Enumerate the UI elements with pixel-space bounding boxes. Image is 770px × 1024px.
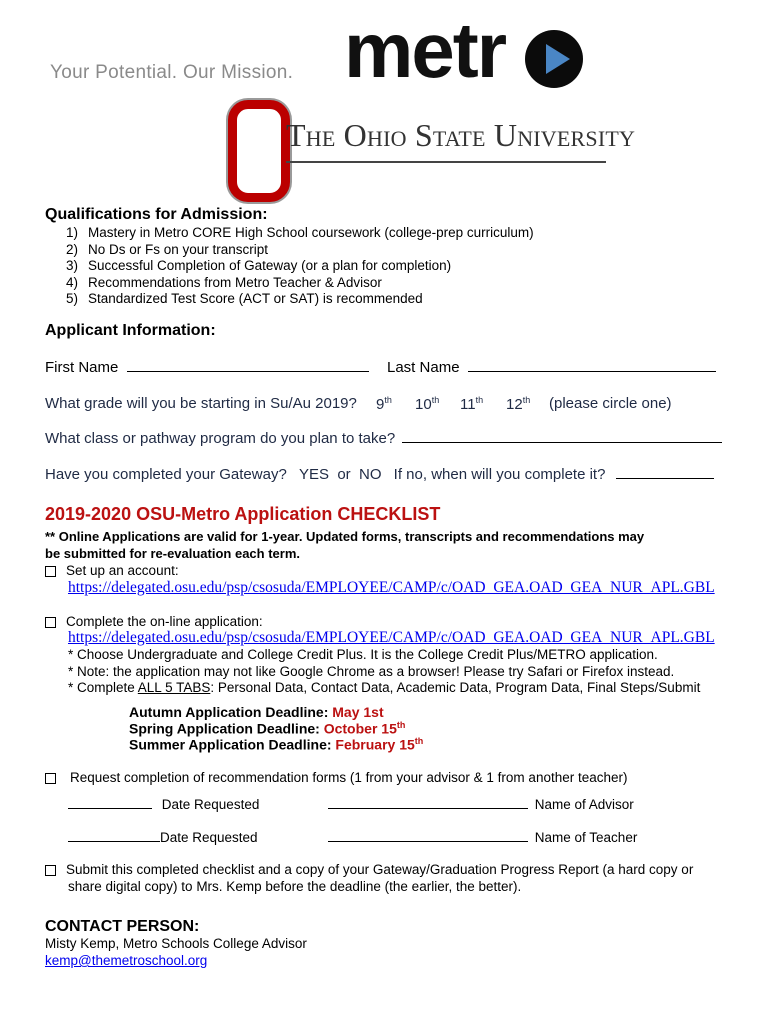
list-item (66, 291, 534, 308)
advisor-label: Name of Advisor (534, 797, 634, 812)
gateway-followup: If no, when will you complete it? (393, 466, 606, 483)
applicant-title: Applicant Information: (45, 322, 216, 339)
application-link[interactable]: https://delegated.osu.edu/psp/csosuda/EMPLOYEE/CAMP/c/OAD_GEA.OAD_GEA_NUR_APL.GBL (68, 629, 715, 646)
list-item (66, 242, 534, 259)
metro-logo-text: metr (344, 6, 506, 94)
deadline-suffix: th (396, 720, 406, 730)
teacher-name-field[interactable] (328, 830, 528, 842)
list-item (66, 258, 534, 275)
advisor-name-field[interactable] (328, 797, 528, 809)
note-suffix: : Personal Data, Contact Data, Academic Data, Program Data, Final Steps/Submit (210, 680, 701, 695)
deadline-autumn (129, 704, 384, 720)
deadline-date: May 1st (332, 704, 384, 720)
grade-hint: (please circle one) (549, 395, 672, 412)
grade-number: 10 (415, 396, 432, 413)
deadline-spring (129, 720, 405, 737)
list-item (66, 225, 534, 242)
grade-suffix: th (431, 395, 440, 405)
list-item (66, 275, 534, 292)
grade-number: 12 (506, 396, 523, 413)
checkbox[interactable] (45, 617, 56, 628)
grade-option-11[interactable] (460, 395, 483, 413)
item-number: 5) (66, 291, 79, 306)
university-name: The Ohio State University (286, 117, 636, 153)
play-triangle-icon (546, 44, 570, 74)
class-field[interactable] (402, 430, 722, 443)
contact-title: CONTACT PERSON: (45, 918, 200, 935)
grade-number: 11 (460, 396, 476, 413)
item-text: Mastery in Metro CORE High School coursework (college-prep curriculum) (88, 225, 534, 240)
item-number: 2) (66, 241, 79, 257)
last-name-field[interactable] (468, 359, 716, 372)
grade-number: 9 (376, 396, 385, 413)
advisor-date-field[interactable] (68, 797, 152, 809)
date-requested-label: Date Requested (160, 830, 258, 845)
item-number: 4) (66, 274, 79, 290)
deadline-date: February 15 (335, 736, 415, 753)
teacher-label: Name of Teacher (534, 830, 638, 845)
item-label: Submit this completed checklist and a copy of your Gateway/Graduation Progress Report (a hard copy or (66, 862, 694, 877)
item-label: Complete the on-line application: (66, 614, 263, 629)
deadline-date: October 15 (323, 720, 397, 737)
item-number: 3) (66, 258, 79, 273)
item-text: Successful Completion of Gateway (or a plan for completion) (88, 258, 452, 273)
gateway-row (45, 466, 714, 483)
item-label: Request completion of recommendation forms (1 from your advisor & 1 from another teacher) (70, 770, 628, 785)
note-prefix: * Complete (68, 680, 138, 695)
checkbox[interactable] (45, 773, 56, 784)
checklist-note-line2: be submitted for re-evaluation each term. (45, 546, 301, 561)
teacher-date-field[interactable] (68, 830, 160, 842)
deadline-summer (129, 736, 423, 753)
metro-tagline: Your Potential. Our Mission. (50, 62, 294, 83)
first-name-field[interactable] (127, 359, 369, 372)
item-text: Standardized Test Score (ACT or SAT) is recommended (88, 291, 423, 306)
grade-suffix: th (384, 395, 392, 405)
gateway-date-field[interactable] (616, 466, 714, 479)
item-text: Recommendations from Metro Teacher & Advisor (88, 274, 382, 290)
class-question-row (45, 430, 722, 447)
contact-email-link[interactable]: kemp@themetroschool.org (45, 953, 208, 968)
contact-name: Misty Kemp, Metro Schools College Advisor (45, 936, 307, 951)
gateway-question: Have you completed your Gateway? (45, 466, 287, 483)
date-requested-label: Date Requested (161, 797, 260, 812)
first-name-label: First Name (45, 359, 119, 376)
teacher-date-row (68, 830, 258, 845)
application-note-2: * Note: the application may not like Google Chrome as a browser! Please try Safari or Firefox instead. (68, 664, 675, 679)
application-note-1: * Choose Undergraduate and College Credit Plus. It is the College Credit Plus/METRO application. (68, 647, 658, 662)
last-name-row (387, 359, 716, 376)
checklist-item-submit (45, 862, 693, 877)
teacher-name-row (328, 830, 637, 845)
grade-suffix: th (522, 395, 531, 405)
advisor-date-row (68, 797, 259, 812)
checklist-note-line1: ** Online Applications are valid for 1-year. Updated forms, transcripts and recommendations may (45, 529, 645, 544)
submit-line-2: share digital copy) to Mrs. Kemp before the deadline (the earlier, the better). (68, 879, 522, 894)
checklist-item-account (45, 563, 179, 578)
checkbox[interactable] (45, 566, 56, 577)
grade-suffix: th (475, 395, 484, 405)
grade-option-12[interactable] (506, 395, 530, 413)
gateway-options[interactable]: YES or NO (298, 466, 382, 483)
class-question: What class or pathway program do you plan to take? (45, 430, 396, 447)
application-note-3 (68, 680, 700, 695)
account-link[interactable]: https://delegated.osu.edu/psp/csosuda/EMPLOYEE/CAMP/c/OAD_GEA.OAD_GEA_NUR_APL.GBL (68, 579, 715, 596)
checklist-item-recommendations (45, 770, 628, 785)
grade-option-10[interactable] (415, 395, 439, 413)
last-name-label: Last Name (387, 359, 460, 376)
osu-block-o-logo (228, 100, 290, 202)
checkbox[interactable] (45, 865, 56, 876)
logo-divider (286, 161, 606, 163)
checklist-title: 2019-2020 OSU-Metro Application CHECKLIST (45, 504, 441, 524)
item-label: Set up an account: (66, 563, 179, 578)
qualifications-title: Qualifications for Admission: (45, 206, 268, 223)
checklist-item-application (45, 614, 263, 629)
grade-question: What grade will you be starting in Su/Au 2019? (45, 395, 357, 412)
grade-option-9[interactable] (376, 395, 392, 413)
first-name-row (45, 359, 369, 376)
advisor-name-row (328, 797, 634, 812)
deadline-label: Autumn Application Deadline: (129, 704, 333, 720)
deadline-suffix: th (414, 736, 424, 746)
item-text: No Ds or Fs on your transcript (88, 241, 269, 257)
deadline-label: Spring Application Deadline: (129, 720, 324, 737)
deadline-label: Summer Application Deadline: (129, 736, 336, 753)
qualifications-list (66, 225, 534, 308)
item-number: 1) (66, 225, 79, 240)
note-emphasis: ALL 5 TABS (137, 680, 211, 695)
